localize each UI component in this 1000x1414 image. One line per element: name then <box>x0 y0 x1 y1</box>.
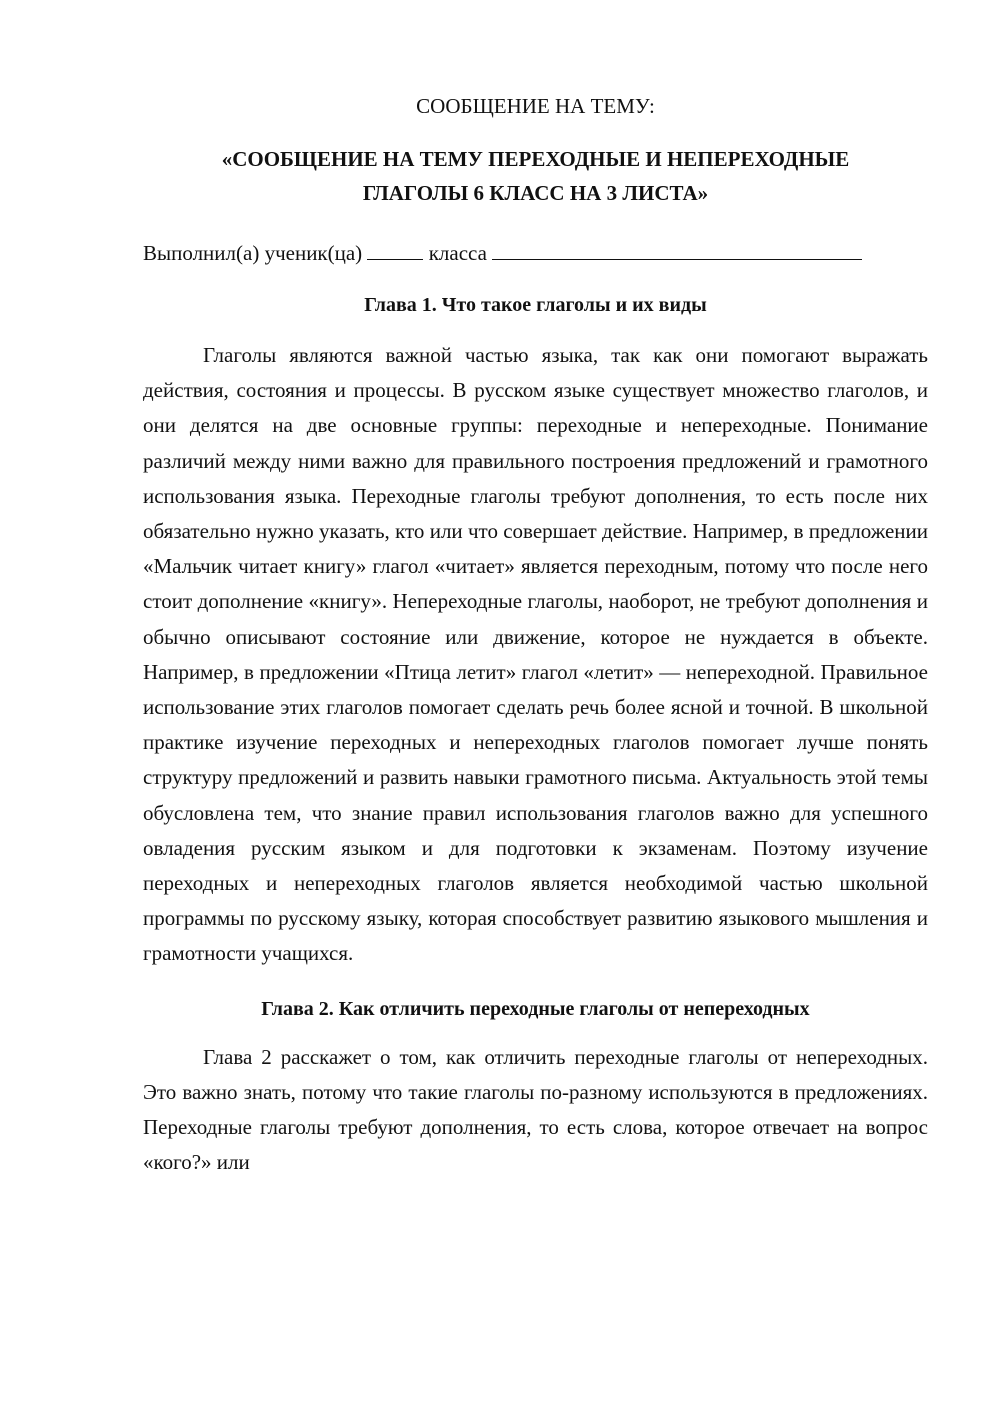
document-title <box>143 142 928 210</box>
document-title-line-2: ГЛАГОЛЫ 6 КЛАСС НА 3 ЛИСТА» <box>362 181 709 205</box>
student-name-blank <box>492 237 862 260</box>
author-label: Выполнил(а) ученик(ца) <box>143 241 363 265</box>
chapter-2-title: Глава 2. Как отличить переходные глаголы от непереходных <box>261 997 810 1020</box>
author-line <box>143 236 928 270</box>
document-title-line-1: «СООБЩЕНИЕ НА ТЕМУ ПЕРЕХОДНЫЕ И НЕПЕРЕХОДНЫЕ <box>221 147 850 171</box>
class-number-blank <box>367 237 423 260</box>
document-page <box>143 88 928 1180</box>
document-heading: СООБЩЕНИЕ НА ТЕМУ: <box>416 94 655 118</box>
chapter-1-title: Глава 1. Что такое глаголы и их виды <box>364 294 707 316</box>
class-label: класса <box>428 241 487 265</box>
chapter-2-paragraph: Глава 2 расскажет о том, как отличить переходные глаголы от непереходных. Это важно знать, потому что такие глаголы по-разному используются в предложениях. Переходные глаголы требуют дополнения, то есть слова, которое отвечает на вопрос «кого?» или <box>143 1044 928 1175</box>
chapter-1-paragraph: Глаголы являются важной частью языка, так как они помогают выражать действия, состояния и процессы. В русском языке существует множество глаголов, и они делятся на две основные группы: переходные и непереходные. Понимание различий между ними важно для правильного построения предложений и грамотного использования языка. Переходные глаголы требуют дополнения, то есть после них обязательно нужно указать, кто или что совершает действие. Например, в предложении «Мальчик читает книгу» глагол «читает» является переходным, потому что после него стоит дополнение «книгу». Непереходные глаголы, наоборот, не требуют дополнения и обычно описывают состояние или движение, которое не нуждается в объекте. Например, в предложении «Птица летит» глагол «летит» — непереходной. Правильное использование этих глаголов помогает сделать речь более ясной и точной. В школьной практике изучение переходных и непереходных глаголов помогает лучше понять структуру предложений и развить навыки грамотного письма. Актуальность этой темы обусловлена тем, что знание правил использования глаголов важно для успешного овладения русским языком и для подготовки к экзаменам. Поэтому изучение переходных и непереходных глаголов является необходимой частью школьной программы по русскому языку, которая способствует развитию языкового мышления и грамотности учащихся. <box>143 343 928 966</box>
